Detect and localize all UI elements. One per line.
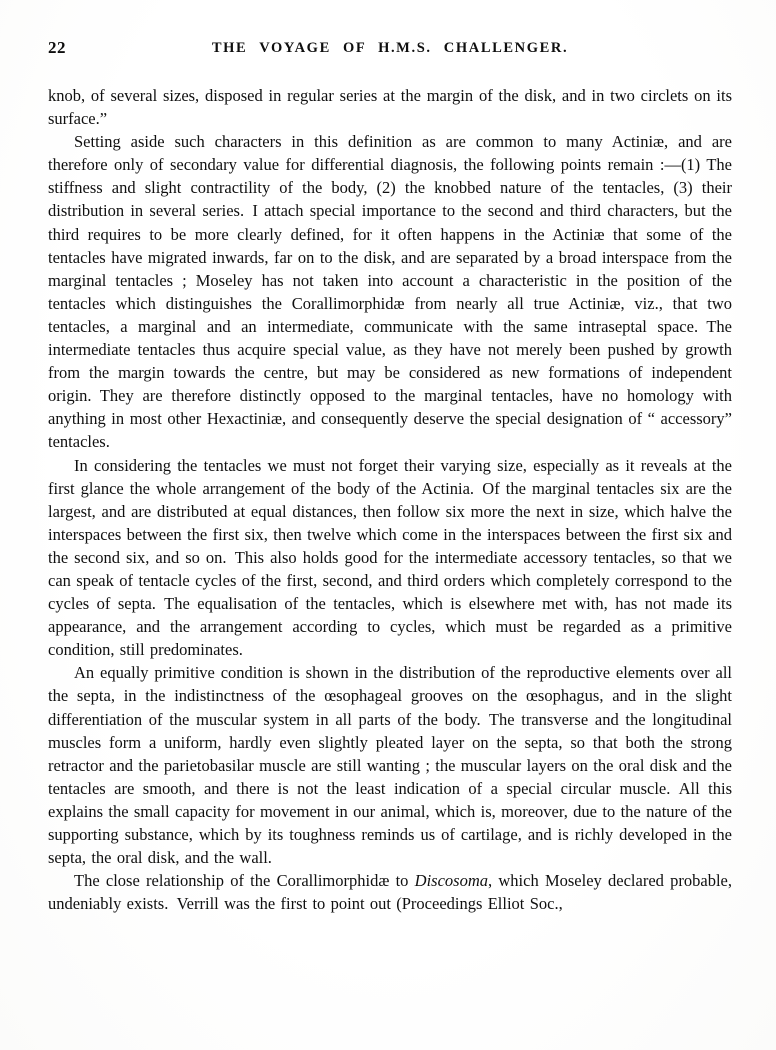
paragraph-text: The close relationship of the Corallimorphidæ to: [74, 871, 415, 891]
page-header: [48, 38, 732, 60]
paragraph: knob, of several sizes, disposed in regular series at the margin of the disk, and in two circlets on its surface.”: [48, 86, 732, 129]
paragraph: In considering the tentacles we must not forget their varying size, especially as it reveals at the first glance the whole arrangement of the body of the Actinia. Of the marginal tentacles six are the largest, and are distributed at equal distances, then follow six more the next in size, which halve the interspaces between the first six, then twelve which come in the interspaces between the first six and the second six, and so on. This also holds good for the intermediate accessory tentacles, so that we can speak of tentacle cycles of the first, second, and third orders which completely correspond to the cycles of septa. The equalisation of the tentacles, which is elsewhere met with, has not made its appearance, and the arrangement according to cycles, which must be regarded as a primitive condition, still predominates.: [48, 455, 732, 660]
running-title: THE VOYAGE OF H.M.S. CHALLENGER.: [211, 40, 569, 56]
text-block: [48, 84, 732, 915]
paragraph: [48, 869, 732, 915]
paragraph: Setting aside such characters in this definition as are common to many Actiniæ, and are therefore only of secondary value for differential diagnosis, the following points remain :—(1) The stiffness and slight contractility of the body, (2) the knobbed nature of the tentacles, (3) their distribution in several series. I attach special importance to the second and third characters, but the third requires to be more clearly defined, for it often happens in the Actiniæ that some of the tentacles have migrated inwards, far on to the disk, and are separated by a broad interspace from the marginal tentacles ; Moseley has not taken into account a characteristic in the position of the tentacles which distinguishes the Corallimorphidæ from nearly all true Actiniæ, viz., that two tentacles, a marginal and an intermediate, communicate with the same intraseptal space. The intermediate tentacles thus acquire special value, as they have not merely been pushed by growth from the margin towards the centre, but may be considered as new formations of independent origin. They are therefore distinctly opposed to the marginal tentacles, have no homology with anything in most other Hexactiniæ, and consequently deserve the special designation of “ accessory” tentacles.: [48, 132, 732, 452]
paragraph-text: , which Moseley declared probable, undeniably exists. Verrill was the first to point out (Proceedings Elliot Soc.,: [48, 871, 732, 914]
species-name-italic: Discosoma: [414, 871, 489, 891]
paragraph: An equally primitive condition is shown in the distribution of the reproductive elements over all the septa, in the indistinctness of the œsophageal grooves on the œsophagus, and in the slight differentiation of the muscular system in all parts of the body. The transverse and the longitudinal muscles form a uniform, hardly even slightly pleated layer on the septa, so that both the strong retractor and the parietobasilar muscle are still wanting ; the muscular layers on the oral disk and the tentacles are smooth, and there is not the least indication of a special circular muscle. All this explains the small capacity for movement in our animal, which is, moreover, due to the nature of the supporting substance, which by its toughness reminds us of cartilage, and is richly developed in the septa, the oral disk, and the wall.: [48, 663, 732, 868]
page-number: 22: [48, 38, 66, 57]
